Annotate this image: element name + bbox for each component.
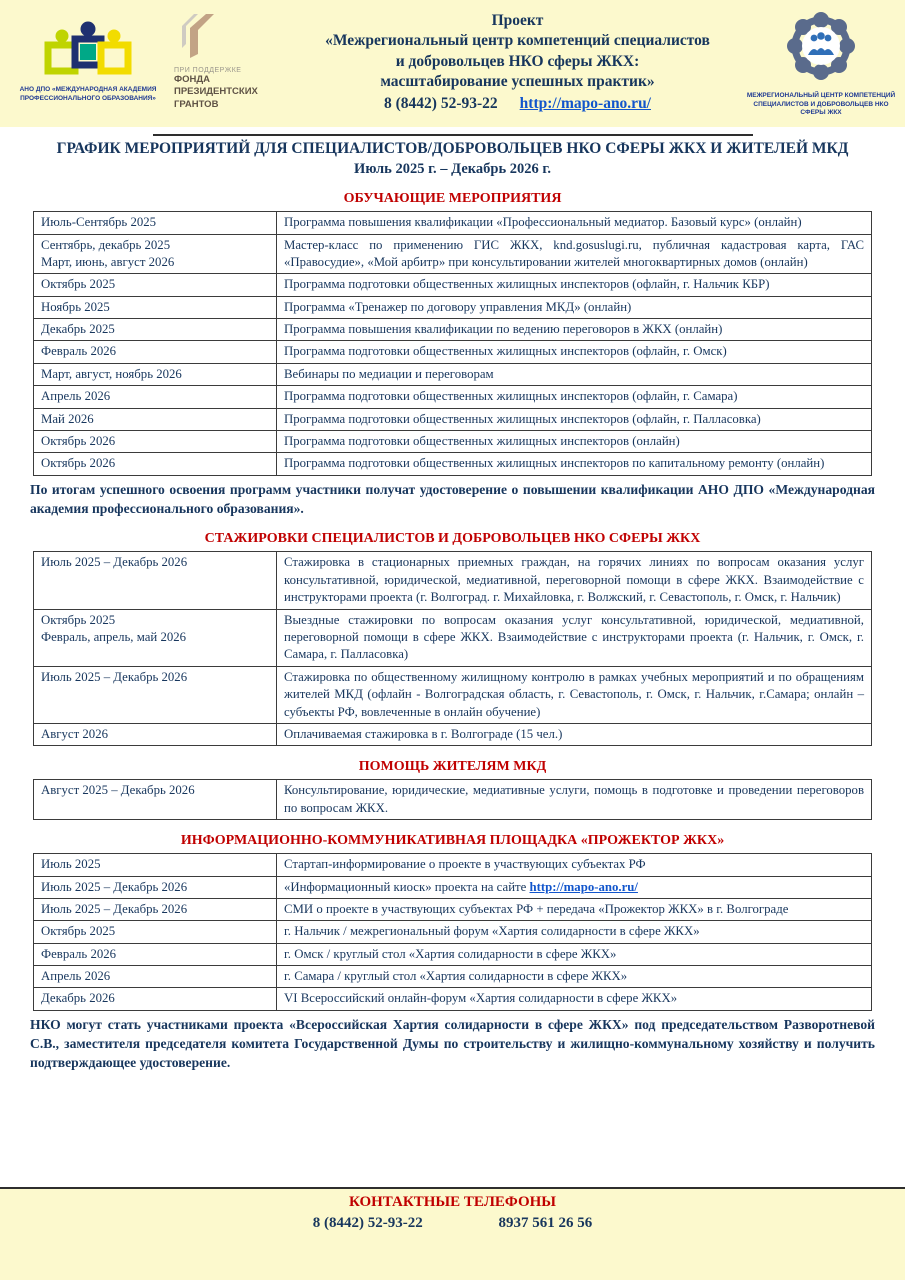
people-figures-icon (40, 21, 136, 84)
table-row (34, 666, 872, 723)
header-band (0, 0, 905, 127)
event-cell: Консультирование, юридические, медиативные услуги, помощь в подготовке и проведении переговоров по вопросам ЖКХ. (277, 780, 872, 820)
section-note: НКО могут стать участниками проекта «Всероссийская Хартия солидарности в сфере ЖКХ» под председательством Разворотневой С.В., заместителя председателя комитета Государственной Думы по строительству и жилищно-коммунальному хозяйству и получить подтверждающее удостоверение. (30, 1016, 875, 1071)
date-cell: Март, август, ноябрь 2026 (34, 363, 277, 385)
date-cell: Июль 2025 – Декабрь 2026 (34, 876, 277, 898)
event-cell: Стартап-информирование о проекте в участвующих субъектах РФ (277, 854, 872, 876)
table-row (34, 943, 872, 965)
date-cell: Апрель 2026 (34, 386, 277, 408)
event-cell: Программа подготовки общественных жилищных инспекторов (онлайн) (277, 431, 872, 453)
table-row (34, 363, 872, 385)
circular-emblem-icon (782, 7, 860, 90)
date-cell: Июль 2025 (34, 854, 277, 876)
event-cell: Программа подготовки общественных жилищных инспекторов (офлайн, г. Самара) (277, 386, 872, 408)
schedule-table (33, 779, 872, 820)
event-cell: Программа подготовки общественных жилищных инспекторов по капитальному ремонту (онлайн) (277, 453, 872, 475)
event-cell: Программа подготовки общественных жилищных инспекторов (офлайн, г. Палласовка) (277, 408, 872, 430)
event-cell: Программа подготовки общественных жилищных инспекторов (офлайн, г. Омск) (277, 341, 872, 363)
table-row (34, 898, 872, 920)
date-cell: Июль 2025 – Декабрь 2026 (34, 898, 277, 920)
event-cell: Стажировка по общественному жилищному контролю в рамках учебных мероприятий и по обращениям жителей МКД (офлайн - Волгоградская область, г. Севастополь, г. Омск, г. Нальчик, г.Самара; онлайн – субъекты РФ, вовлеченные в онлайн обучение) (277, 666, 872, 723)
event-cell: Программа повышения квалификации по ведению переговоров в ЖКХ (онлайн) (277, 319, 872, 341)
document-title: ГРАФИК МЕРОПРИЯТИЙ ДЛЯ СПЕЦИАЛИСТОВ/ДОБРОВОЛЬЦЕВ НКО СФЕРЫ ЖКХ И ЖИТЕЛЕЙ МКД (56, 140, 849, 157)
schedule-table (33, 211, 872, 476)
table-row (34, 988, 872, 1010)
date-cell: Октябрь 2026 (34, 431, 277, 453)
date-cell: Декабрь 2026 (34, 988, 277, 1010)
table-row (34, 274, 872, 296)
project-title-block (290, 11, 745, 114)
date-cell: Октябрь 2025 (34, 921, 277, 943)
fund-flag-icon (174, 14, 226, 63)
date-cell: Август 2025 – Декабрь 2026 (34, 780, 277, 820)
date-cell: Май 2026 (34, 408, 277, 430)
event-cell: Программа подготовки общественных жилищных инспекторов (офлайн, г. Нальчик КБР) (277, 274, 872, 296)
event-cell: Вебинары по медиации и переговорам (277, 363, 872, 385)
table-row (34, 609, 872, 666)
fund-name-line1: ФОНДА (174, 73, 210, 85)
document-body (0, 127, 905, 1187)
footer-phone-2: 8937 561 26 56 (498, 1215, 593, 1231)
schedule-table (33, 551, 872, 746)
table-row (34, 234, 872, 274)
table-row (34, 296, 872, 318)
footer-phone-1: 8 (8442) 52-93-22 (312, 1215, 423, 1231)
event-link[interactable]: http://mapo-ano.ru/ (529, 879, 638, 894)
mapo-academy-logo (14, 21, 162, 104)
date-cell: Сентябрь, декабрь 2025 Март, июнь, август 2026 (34, 234, 277, 274)
event-cell: г. Омск / круглый стол «Хартия солидарности в сфере ЖКХ» (277, 943, 872, 965)
table-row (34, 212, 872, 234)
date-cell: Февраль 2026 (34, 341, 277, 363)
event-cell: г. Самара / круглый стол «Хартия солидарности в сфере ЖКХ» (277, 966, 872, 988)
table-row (34, 876, 872, 898)
date-cell: Июль 2025 – Декабрь 2026 (34, 552, 277, 609)
section-note: По итогам успешного освоения программ участники получат удостоверение о повышении квалификации АНО ДПО «Международная академия профессионального образования». (30, 481, 875, 517)
header-site-link[interactable]: http://mapo-ano.ru/ (519, 94, 651, 112)
date-cell: Июль 2025 – Декабрь 2026 (34, 666, 277, 723)
date-cell: Декабрь 2025 (34, 319, 277, 341)
top-divider-line (153, 134, 753, 136)
event-cell: СМИ о проекте в участвующих субъектах РФ + передача «Прожектор ЖКХ» в г. Волгограде (277, 898, 872, 920)
table-row (34, 453, 872, 475)
event-cell: Оплачиваемая стажировка в г. Волгограде (15 чел.) (277, 723, 872, 745)
date-cell: Ноябрь 2025 (34, 296, 277, 318)
event-cell: Мастер-класс по применению ГИС ЖКХ, knd.gosuslugi.ru, публичная кадастровая карта, ГАС «Правосудие», «Мой арбитр» при консультировании жителей многоквартирных домов (онлайн) (277, 234, 872, 274)
table-row (34, 431, 872, 453)
section-heading: ИНФОРМАЦИОННО-КОММУНИКАТИВНАЯ ПЛОЩАДКА «ПРОЖЕКТОР ЖКХ» (180, 833, 725, 849)
document-date-range: Июль 2025 г. – Декабрь 2026 г. (354, 161, 551, 178)
date-cell: Август 2026 (34, 723, 277, 745)
footer-phones (0, 1215, 905, 1232)
table-row (34, 552, 872, 609)
section-heading: ОБУЧАЮЩИЕ МЕРОПРИЯТИЯ (343, 191, 562, 207)
date-cell: Апрель 2026 (34, 966, 277, 988)
event-cell: «Информационный киоск» проекта на сайте http://mapo-ano.ru/ (277, 876, 872, 898)
project-name-line1: «Межрегиональный центр компетенций специалистов (325, 32, 710, 50)
event-cell: Программа «Тренажер по договору управления МКД» (онлайн) (277, 296, 872, 318)
date-cell: Февраль 2026 (34, 943, 277, 965)
table-row (34, 966, 872, 988)
presidential-grants-fund-logo (162, 14, 290, 111)
date-cell: Октябрь 2025 (34, 274, 277, 296)
project-word: Проект (491, 11, 544, 29)
center-logo-caption: МЕЖРЕГИОНАЛЬНЫЙ ЦЕНТР КОМПЕТЕНЦИЙ СПЕЦИАЛИСТОВ И ДОБРОВОЛЬЦЕВ НКО СФЕРЫ ЖКХ (746, 91, 896, 117)
table-row (34, 723, 872, 745)
mapo-logo-caption: АНО ДПО «МЕЖДУНАРОДНАЯ АКАДЕМИЯ ПРОФЕССИОНАЛЬНОГО ОБРАЗОВАНИЯ» (19, 86, 157, 102)
table-row (34, 341, 872, 363)
schedule-table (33, 853, 872, 1011)
interregional-center-logo (745, 7, 897, 118)
event-cell: Программа повышения квалификации «Профессиональный медиатор. Базовый курс» (онлайн) (277, 212, 872, 234)
table-row (34, 386, 872, 408)
table-row (34, 408, 872, 430)
project-name-line3: масштабирование успешных практик» (380, 73, 655, 91)
section-heading: ПОМОЩЬ ЖИТЕЛЯМ МКД (358, 759, 547, 775)
event-cell: г. Нальчик / межрегиональный форум «Хартия солидарности в сфере ЖКХ» (277, 921, 872, 943)
table-row (34, 319, 872, 341)
event-cell: Выездные стажировки по вопросам оказания услуг консультативной, юридической, медиативной, переговорной помощи в сфере ЖКХ. Взаимодействие с инструкторами проекта (г. Нальчик, г. Омск, г. Самара, г. Палласовка) (277, 609, 872, 666)
fund-name-line3: ГРАНТОВ (174, 98, 219, 110)
event-cell: VI Всероссийский онлайн-форум «Хартия солидарности в сфере ЖКХ» (277, 988, 872, 1010)
section-heading: СТАЖИРОВКИ СПЕЦИАЛИСТОВ И ДОБРОВОЛЬЦЕВ НКО СФЕРЫ ЖКХ (204, 531, 701, 547)
table-row (34, 854, 872, 876)
date-cell: Июль-Сентябрь 2025 (34, 212, 277, 234)
schedule-sections (0, 191, 905, 1073)
footer-band (0, 1187, 905, 1280)
fund-name-line2: ПРЕЗИДЕНТСКИХ (174, 86, 258, 98)
footer-heading: КОНТАКТНЫЕ ТЕЛЕФОНЫ (348, 1194, 557, 1210)
event-cell: Стажировка в стационарных приемных граждан, на горячих линиях по вопросам оказания услуг консультативной, юридической, медиативной, переговорной помощи в сфере ЖКХ. Взаимодействие с инструкторами проекта (г. Волгоград. г. Михайловка, г. Волжский, г. Севастополь, г. Омск, г. Нальчик) (277, 552, 872, 609)
header-phone: 8 (8442) 52-93-22 (384, 94, 498, 112)
fund-support-label: ПРИ ПОДДЕРЖКЕ (174, 66, 242, 74)
table-row (34, 921, 872, 943)
table-row (34, 780, 872, 820)
project-name-line2: и добровольцев НКО сферы ЖКХ: (395, 52, 640, 70)
date-cell: Октябрь 2025 Февраль, апрель, май 2026 (34, 609, 277, 666)
date-cell: Октябрь 2026 (34, 453, 277, 475)
